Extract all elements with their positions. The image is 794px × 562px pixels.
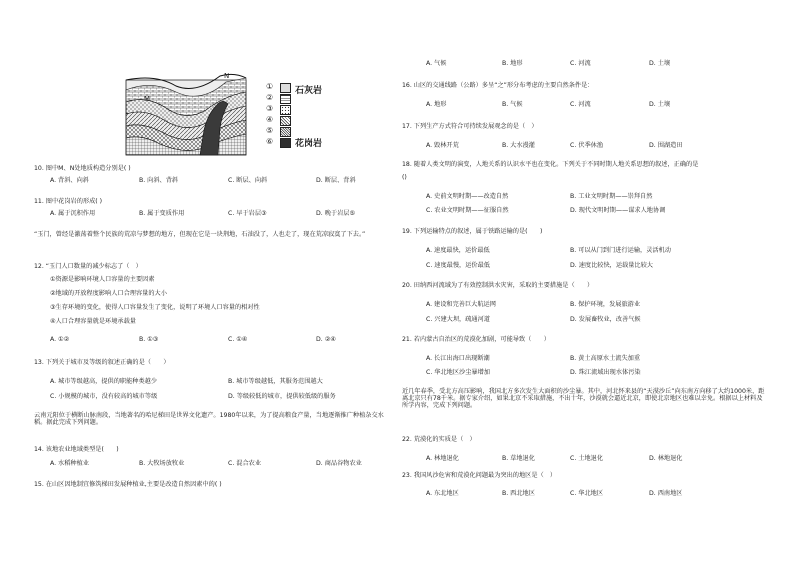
q12-option-a[interactable]: A. ①② xyxy=(50,336,70,343)
q17-option-d[interactable]: D. 围湖造田 xyxy=(649,142,683,149)
q14-option-a[interactable]: A. 水稻种植业 xyxy=(50,460,89,467)
q18-option-a[interactable]: A. 史前文明时期——改造自然 xyxy=(426,193,509,200)
legend-swatch-2 xyxy=(280,94,291,104)
q16-option-a[interactable]: A. 地形 xyxy=(426,101,447,108)
q18-stem: 18. 随着人类文明的演变，人地关系的认识水平也在变化。下列关于不同时期人地关系思想的叙述，正确的是 xyxy=(402,161,699,168)
q20-option-a[interactable]: A. 建设和完善巨大航运网 xyxy=(426,301,496,308)
diagram-legend xyxy=(258,82,338,152)
q23-option-a[interactable]: A. 东北地区 xyxy=(426,490,459,497)
q14-stem: 14. 该地农业地域类型是( ) xyxy=(34,446,119,453)
q18-option-c[interactable]: C. 农业文明时期——征服自然 xyxy=(426,207,509,214)
q12-stem: 12. “玉门人口数量的减少标志了（ ） xyxy=(34,263,142,270)
geology-cross-section-diagram xyxy=(96,70,256,160)
q18-option-b[interactable]: B. 工业文明时期——崇拜自然 xyxy=(570,193,653,200)
q18-option-d[interactable]: D. 现代文明时期——谋求人地协调 xyxy=(570,207,666,214)
legend-swatch-5 xyxy=(280,127,291,137)
geology-svg xyxy=(96,70,256,160)
q23-option-c[interactable]: C. 华北地区 xyxy=(570,490,604,497)
q15-option-c[interactable]: C. 河流 xyxy=(570,60,591,67)
q21-option-d[interactable]: D. 珠江流域出现水体污染 xyxy=(570,369,641,376)
q15-option-d[interactable]: D. 土壤 xyxy=(649,60,671,67)
q11-option-d[interactable]: D. 晚于岩层⑤ xyxy=(316,210,355,217)
q16-option-b[interactable]: B. 气候 xyxy=(502,101,523,108)
left-column xyxy=(28,0,388,562)
q13-option-c[interactable]: C. 小规模的城市，没有较高的城市等级 xyxy=(50,393,158,400)
label-n: N xyxy=(224,72,230,80)
q16-stem: 16. 山区的交通线路（公路）多呈“之”形分布考虑的主要自然条件是： xyxy=(402,82,594,89)
legend-num-5: ⑤ xyxy=(266,126,274,135)
q19-stem: 19. 下列运输特点的叙述，属于铁路运输的是( ) xyxy=(402,228,543,235)
q13-option-d[interactable]: D. 等级较低的城市，提供较低级的服务 xyxy=(228,393,336,400)
q14-option-c[interactable]: C. 混合农业 xyxy=(228,460,262,467)
legend-num-4: ④ xyxy=(266,115,274,124)
q11-option-b[interactable]: B. 属于变质作用 xyxy=(139,210,185,217)
q17-option-a[interactable]: A. 毁林开荒 xyxy=(426,142,459,149)
q15-stem: 15. 在山区因地制宜修筑梯田发展种植业,主要是改造自然因素中的( ) xyxy=(34,481,222,488)
legend-num-2: ② xyxy=(266,93,274,102)
q17-option-c[interactable]: C. 伏季休渔 xyxy=(570,142,604,149)
legend-num-1: ① xyxy=(266,82,274,91)
q22-option-c[interactable]: C. 土地退化 xyxy=(570,455,604,462)
q22-option-b[interactable]: B. 草地退化 xyxy=(502,455,535,462)
legend-swatch-4 xyxy=(280,116,291,126)
q10-option-a[interactable]: A. 背斜、向斜 xyxy=(50,177,89,184)
q21-option-c[interactable]: C. 华北地区沙尘暴增加 xyxy=(426,369,490,376)
q20-option-d[interactable]: D. 发展畜牧业，改善气候 xyxy=(570,316,641,323)
q19-option-a[interactable]: A. 速度最快，运价最低 xyxy=(426,247,490,254)
passage-yumen: “玉门，曾经是激荡着整个民族的荒凉与梦想的地方，但现在它是一块荆地，石油没了，人也走了，现在荒凉寂寞了下去。” xyxy=(34,231,366,238)
q12-option-d[interactable]: D. ②④ xyxy=(316,336,336,343)
legend-swatch-6 xyxy=(280,138,291,148)
q19-option-c[interactable]: C. 速度最慢，运价最低 xyxy=(426,262,490,269)
q16-option-d[interactable]: D. 土壤 xyxy=(649,101,671,108)
q10-option-d[interactable]: D. 断层、背斜 xyxy=(316,177,356,184)
q20-option-c[interactable]: C. 兴建大坝，疏通河道 xyxy=(426,316,490,323)
legend-num-3: ③ xyxy=(266,104,274,113)
q11-option-c[interactable]: C. 早于岩层③ xyxy=(228,210,267,217)
q10-option-c[interactable]: C. 断层、向斜 xyxy=(228,177,268,184)
legend-label-granite: 花岗岩 xyxy=(295,139,323,149)
q20-stem: 20. 田纳西河流域为了有效控制洪水灾害，采取的主要措施是（ ） xyxy=(402,282,594,289)
label-m: M xyxy=(144,95,151,103)
q12-statement-2: ②地域的开放程度影响人口合理容量的大小 xyxy=(50,290,167,297)
legend-swatch-1 xyxy=(280,83,291,93)
q23-stem: 23. 我国风沙危害和荒漠化问题最为突出的地区是（ ） xyxy=(402,472,557,479)
q11-stem: 11. 图中花岗岩的形成( ) xyxy=(34,198,103,205)
legend-swatch-3 xyxy=(280,105,291,115)
q12-statement-1: ①资源是影响环境人口容量的主要因素 xyxy=(50,276,155,283)
q15-option-a[interactable]: A. 气候 xyxy=(426,60,447,67)
q17-stem: 17. 下列生产方式符合可持续发展观念的是（ ） xyxy=(402,123,538,130)
q23-option-b[interactable]: B. 西北地区 xyxy=(502,490,535,497)
q16-option-c[interactable]: C. 河流 xyxy=(570,101,591,108)
q22-option-a[interactable]: A. 林地退化 xyxy=(426,455,459,462)
q15-option-b[interactable]: B. 地形 xyxy=(502,60,523,67)
q12-option-b[interactable]: B. ①③ xyxy=(139,336,159,343)
q12-option-c[interactable]: C. ①④ xyxy=(228,336,248,343)
q12-statement-3: ③生存环境的变化，使得人口容量发生了变化，说明了环境人口容量的相对性 xyxy=(50,304,260,311)
q13-option-b[interactable]: B. 城市等级越低，其服务范围越大 xyxy=(228,378,323,385)
q11-option-a[interactable]: A. 属于沉积作用 xyxy=(50,210,96,217)
q12-statement-4: ④人口合理容量就是环境承载量 xyxy=(50,318,136,325)
q23-option-d[interactable]: D. 西南地区 xyxy=(649,490,683,497)
q20-option-b[interactable]: B. 保护环境，发展旅游业 xyxy=(570,301,641,308)
q10-stem: 10. 图中M、N处地质构造分别是( ) xyxy=(34,165,131,172)
passage-desertification: 近几年春季，受北方高压影响，我国北方多次发生大面积的沙尘暴。其中，河北怀来县的“天漠沙丘”向东南方向移了大约1000米，距离北京只有78千米。据专家介绍，如果北京不采取措施，不出十年，沙漠就会逼近北京，即使北京地区也难以幸免。根据以上材料及所学内容，完成下列问题。 xyxy=(402,388,765,410)
q13-option-a[interactable]: A. 城市等级越高，提供的职能种类越少 xyxy=(50,378,158,385)
passage-yuanyang: 云南元阳位于横断山脉南段，当地著名的哈尼梯田是世界文化遗产。1980年以来，为了提高粮食产量，当地逐渐推广种植杂交水稻。据此完成下列问题。 xyxy=(34,412,384,427)
q21-option-a[interactable]: A. 长江出海口出现断潮 xyxy=(426,355,490,362)
right-column xyxy=(404,0,764,562)
q14-option-d[interactable]: D. 商品谷物农业 xyxy=(316,460,362,467)
legend-label-limestone: 石灰岩 xyxy=(295,86,323,96)
q22-stem: 22. 荒漠化的实质是（ ） xyxy=(402,436,476,443)
q10-option-b[interactable]: B. 向斜、背斜 xyxy=(139,177,179,184)
q18-paren: () xyxy=(402,174,407,181)
q22-option-d[interactable]: D. 林地退化 xyxy=(649,455,683,462)
q17-option-b[interactable]: B. 大水漫灌 xyxy=(502,142,535,149)
legend-num-6: ⑥ xyxy=(266,137,274,146)
q19-option-b[interactable]: B. 可以从门到门进行运输，灵活机动 xyxy=(570,247,671,254)
q21-stem: 21. 若内蒙古自治区的荒漠化加剧，可能导致（ ） xyxy=(402,336,550,343)
q19-option-d[interactable]: D. 速度比较快，运载量比较大 xyxy=(570,262,653,269)
q13-stem: 13. 下列关于城市及等级的叙述正确的是（ ） xyxy=(34,359,170,366)
q14-option-b[interactable]: B. 大牧场放牧业 xyxy=(139,460,185,467)
q21-option-b[interactable]: B. 黄土高原水土流失加重 xyxy=(570,355,641,362)
